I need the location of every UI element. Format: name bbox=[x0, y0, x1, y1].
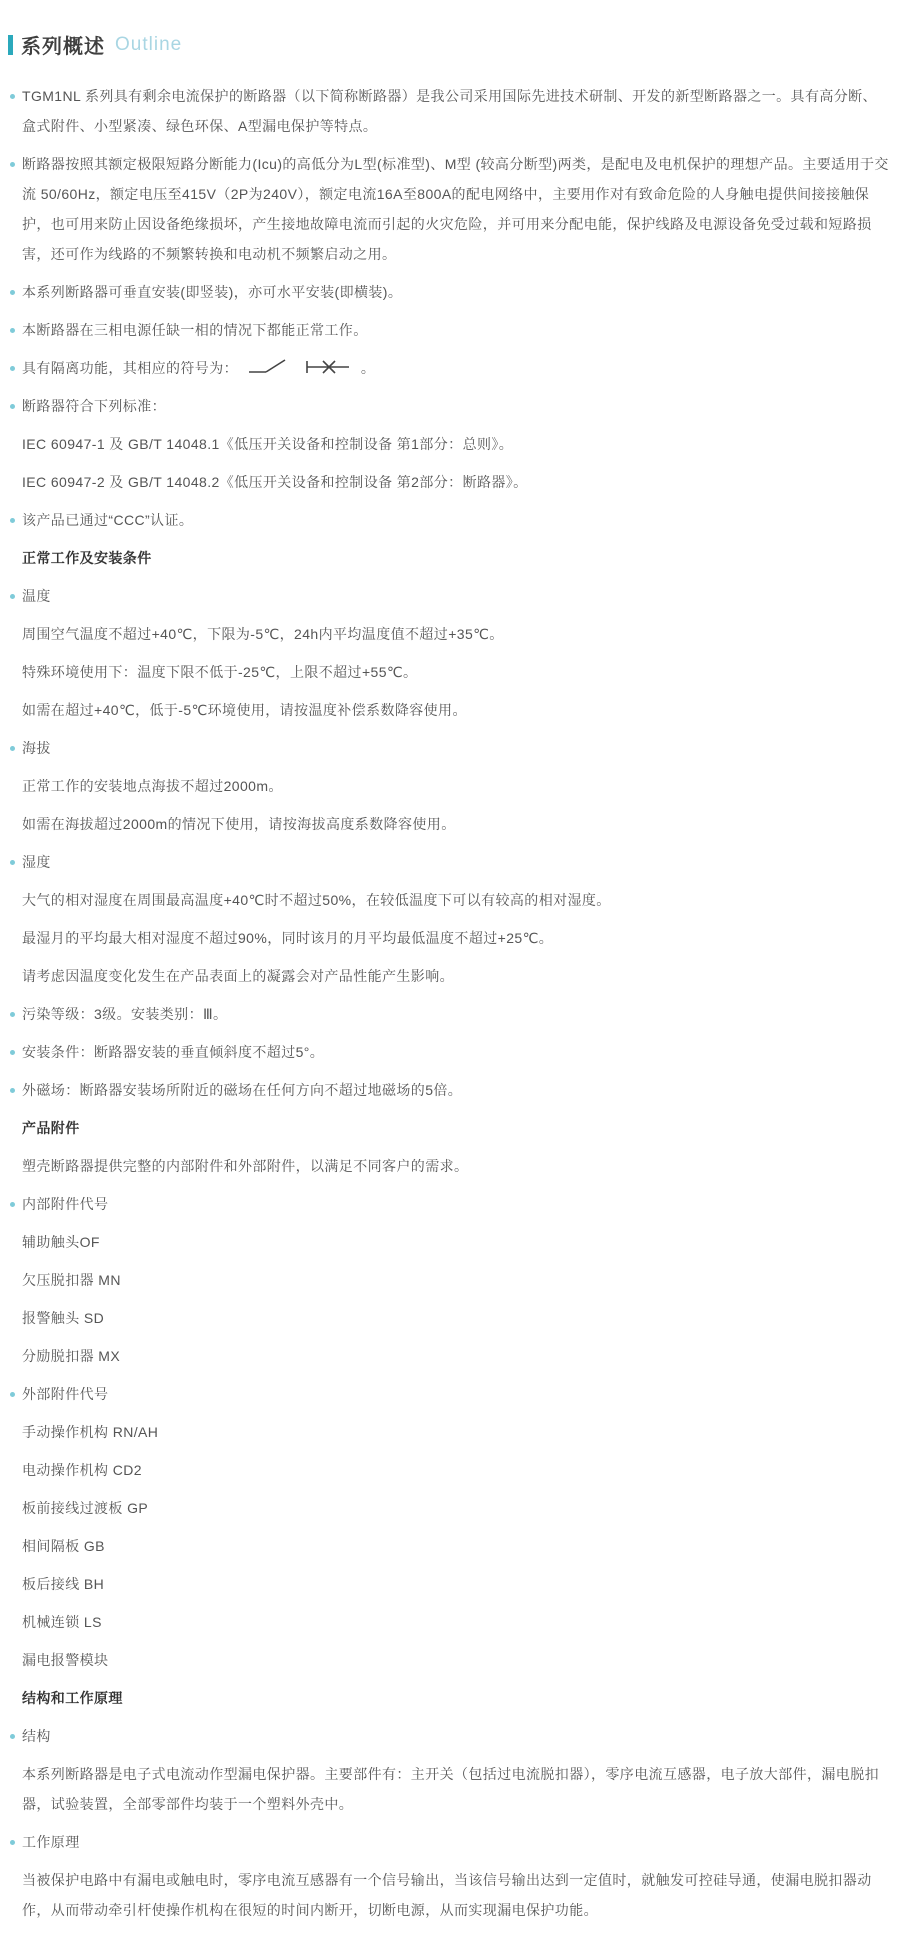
block-text: 最湿月的平均最大相对湿度不超过90%，同时该月的月平均最低温度不超过+25℃。 bbox=[22, 930, 554, 946]
block-text: 断路器按照其额定极限短路分断能力(Icu)的高低分为L型(标准型)、M型 (较高分断型)两类，是配电及电机保护的理想产品。主要适用于交流 50/60Hz，额定电压至415V（2P为240V），额定电流16A至800A的配电网络中，主要用作对有致命危险的人身触电提供间接接触保护，也可用来防止因设备绝缘损坏，产生接地故障电流而引起的火灾危险，并可用来分配电能，保护线路及电源设备免受过载和短路损害，还可作为线路的不频繁转换和电动机不频繁启动之用。 bbox=[22, 156, 889, 262]
block-text: 正常工作的安装地点海拔不超过2000m。 bbox=[22, 778, 283, 794]
content-block bbox=[8, 1607, 890, 1637]
content-block bbox=[8, 1341, 890, 1371]
block-text: 本系列断路器是电子式电流动作型漏电保护器。主要部件有：主开关（包括过电流脱扣器），零序电流互感器，电子放大部件，漏电脱扣器，试验装置，全部零部件均装于一个塑料外壳中。 bbox=[22, 1766, 879, 1812]
content-block bbox=[8, 619, 890, 649]
block-text: 结构和工作原理 bbox=[22, 1690, 123, 1706]
content-block bbox=[8, 1827, 890, 1857]
block-text: 海拔 bbox=[22, 740, 51, 756]
content-block bbox=[8, 771, 890, 801]
block-text: 电动操作机构 CD2 bbox=[22, 1462, 142, 1478]
content-block bbox=[8, 505, 890, 535]
bullet-dot-icon bbox=[10, 1012, 15, 1017]
block-text: 机械连锁 LS bbox=[22, 1614, 102, 1630]
bullet-dot-icon bbox=[10, 404, 15, 409]
block-text: 安装条件：断路器安装的垂直倾斜度不超过5°。 bbox=[22, 1044, 325, 1060]
content-block bbox=[8, 1265, 890, 1295]
bullet-dot-icon bbox=[10, 1088, 15, 1093]
content-block bbox=[8, 1417, 890, 1447]
content-block bbox=[8, 391, 890, 421]
content-block bbox=[8, 149, 890, 269]
page-title bbox=[8, 30, 890, 59]
block-text: 断路器符合下列标准： bbox=[22, 398, 166, 414]
bullet-dot-icon bbox=[10, 1050, 15, 1055]
content-block bbox=[8, 1759, 890, 1819]
bullet-dot-icon bbox=[10, 860, 15, 865]
block-text: 该产品已通过“CCC”认证。 bbox=[22, 512, 194, 528]
content-block bbox=[8, 1493, 890, 1523]
content-block bbox=[8, 1151, 890, 1181]
content-block bbox=[8, 809, 890, 839]
bullet-dot-icon bbox=[10, 162, 15, 167]
block-text: 如需在海拔超过2000m的情况下使用，请按海拔高度系数降容使用。 bbox=[22, 816, 456, 832]
content-block bbox=[8, 1037, 890, 1067]
block-text: 塑壳断路器提供完整的内部附件和外部附件，以满足不同客户的需求。 bbox=[22, 1158, 469, 1174]
bullet-dot-icon bbox=[10, 594, 15, 599]
bullet-dot-icon bbox=[10, 1202, 15, 1207]
section-heading bbox=[8, 543, 890, 573]
bullet-dot-icon bbox=[10, 290, 15, 295]
content-block bbox=[8, 1379, 890, 1409]
content-block bbox=[8, 1455, 890, 1485]
block-text: 请考虑因温度变化发生在产品表面上的凝露会对产品性能产生影响。 bbox=[22, 968, 454, 984]
bullet-dot-icon bbox=[10, 1840, 15, 1845]
block-text: 板后接线 BH bbox=[22, 1576, 105, 1592]
section-heading bbox=[8, 1683, 890, 1713]
block-text: 辅助触头OF bbox=[22, 1234, 100, 1250]
block-text: 本系列断路器可垂直安装(即竖装)，亦可水平安装(即横装)。 bbox=[22, 284, 403, 300]
block-text: 产品附件 bbox=[22, 1120, 80, 1136]
content-block bbox=[8, 81, 890, 141]
block-text: 外部附件代号 bbox=[22, 1386, 109, 1402]
switch-symbol-icon bbox=[248, 357, 288, 377]
bullet-dot-icon bbox=[10, 328, 15, 333]
block-text: 外磁场：断路器安装场所附近的磁场在任何方向不超过地磁场的5倍。 bbox=[22, 1082, 463, 1098]
title-accent-bar bbox=[8, 35, 13, 55]
content-block bbox=[8, 961, 890, 991]
content-block bbox=[8, 1227, 890, 1257]
bullet-dot-icon bbox=[10, 366, 15, 371]
block-text: 周围空气温度不超过+40℃，下限为-5℃，24h内平均温度值不超过+35℃。 bbox=[22, 626, 504, 642]
block-text: 漏电报警模块 bbox=[22, 1652, 109, 1668]
block-text: 板前接线过渡板 GP bbox=[22, 1500, 149, 1516]
content-block bbox=[8, 1569, 890, 1599]
content-block bbox=[8, 885, 890, 915]
content-block bbox=[8, 353, 890, 383]
block-text: 大气的相对湿度在周围最高温度+40℃时不超过50%，在较低温度下可以有较高的相对湿度。 bbox=[22, 892, 611, 908]
block-text-suffix: 。 bbox=[360, 360, 376, 376]
content-block bbox=[8, 1075, 890, 1105]
block-text: 内部附件代号 bbox=[22, 1196, 109, 1212]
content-block bbox=[8, 733, 890, 763]
content-block bbox=[8, 277, 890, 307]
content-block bbox=[8, 1865, 890, 1925]
block-text: 手动操作机构 RN/AH bbox=[22, 1424, 159, 1440]
bullet-dot-icon bbox=[10, 518, 15, 523]
isolator-symbol-icon bbox=[305, 357, 351, 377]
content-block bbox=[8, 847, 890, 877]
block-text: TGM1NL 系列具有剩余电流保护的断路器（以下简称断路器）是我公司采用国际先进技术研制、开发的新型断路器之一。具有高分断、盒式附件、小型紧凑、绿色环保、A型漏电保护等特点。 bbox=[22, 88, 877, 134]
bullet-dot-icon bbox=[10, 1734, 15, 1739]
block-text: IEC 60947-2 及 GB/T 14048.2《低压开关设备和控制设备 第2部分：断路器》。 bbox=[22, 474, 528, 490]
block-text: 欠压脱扣器 MN bbox=[22, 1272, 121, 1288]
content-block bbox=[8, 467, 890, 497]
bullet-dot-icon bbox=[10, 94, 15, 99]
block-text: 具有隔离功能，其相应的符号为： bbox=[22, 360, 238, 376]
section-title-cn: 系列概述 bbox=[21, 36, 105, 58]
bullet-dot-icon bbox=[10, 1392, 15, 1397]
content-block bbox=[8, 923, 890, 953]
block-text: 湿度 bbox=[22, 854, 51, 870]
content-block bbox=[8, 1645, 890, 1675]
block-text: 如需在超过+40℃，低于-5℃环境使用，请按温度补偿系数降容使用。 bbox=[22, 702, 467, 718]
block-text: 相间隔板 GB bbox=[22, 1538, 105, 1554]
block-text: 分励脱扣器 MX bbox=[22, 1348, 121, 1364]
content-block bbox=[8, 999, 890, 1029]
section-title-en: Outline bbox=[115, 33, 183, 55]
block-text: 工作原理 bbox=[22, 1834, 80, 1850]
bullet-dot-icon bbox=[10, 746, 15, 751]
content-block bbox=[8, 581, 890, 611]
block-text: IEC 60947-1 及 GB/T 14048.1《低压开关设备和控制设备 第1部分：总则》。 bbox=[22, 436, 514, 452]
block-text: 污染等级：3级。安装类别：Ⅲ。 bbox=[22, 1006, 228, 1022]
block-text: 本断路器在三相电源任缺一相的情况下都能正常工作。 bbox=[22, 322, 368, 338]
block-text: 温度 bbox=[22, 588, 51, 604]
block-text: 正常工作及安装条件 bbox=[22, 550, 152, 566]
block-text: 报警触头 SD bbox=[22, 1310, 105, 1326]
content-block bbox=[8, 657, 890, 687]
content-block bbox=[8, 315, 890, 345]
block-text: 特殊环境使用下：温度下限不低于-25℃，上限不超过+55℃。 bbox=[22, 664, 418, 680]
content-block bbox=[8, 695, 890, 725]
content-block bbox=[8, 429, 890, 459]
content-block bbox=[8, 1721, 890, 1751]
section-heading bbox=[8, 1113, 890, 1143]
content-block bbox=[8, 1531, 890, 1561]
block-text: 当被保护电路中有漏电或触电时，零序电流互感器有一个信号输出，当该信号输出达到一定值时，就触发可控硅导通，使漏电脱扣器动作，从而带动牵引杆使操作机构在很短的时间内断开，切断电源，从而实现漏电保护功能。 bbox=[22, 1872, 872, 1918]
content-block bbox=[8, 1189, 890, 1219]
content-block bbox=[8, 1303, 890, 1333]
block-text: 结构 bbox=[22, 1728, 51, 1744]
content-area bbox=[8, 81, 890, 1925]
